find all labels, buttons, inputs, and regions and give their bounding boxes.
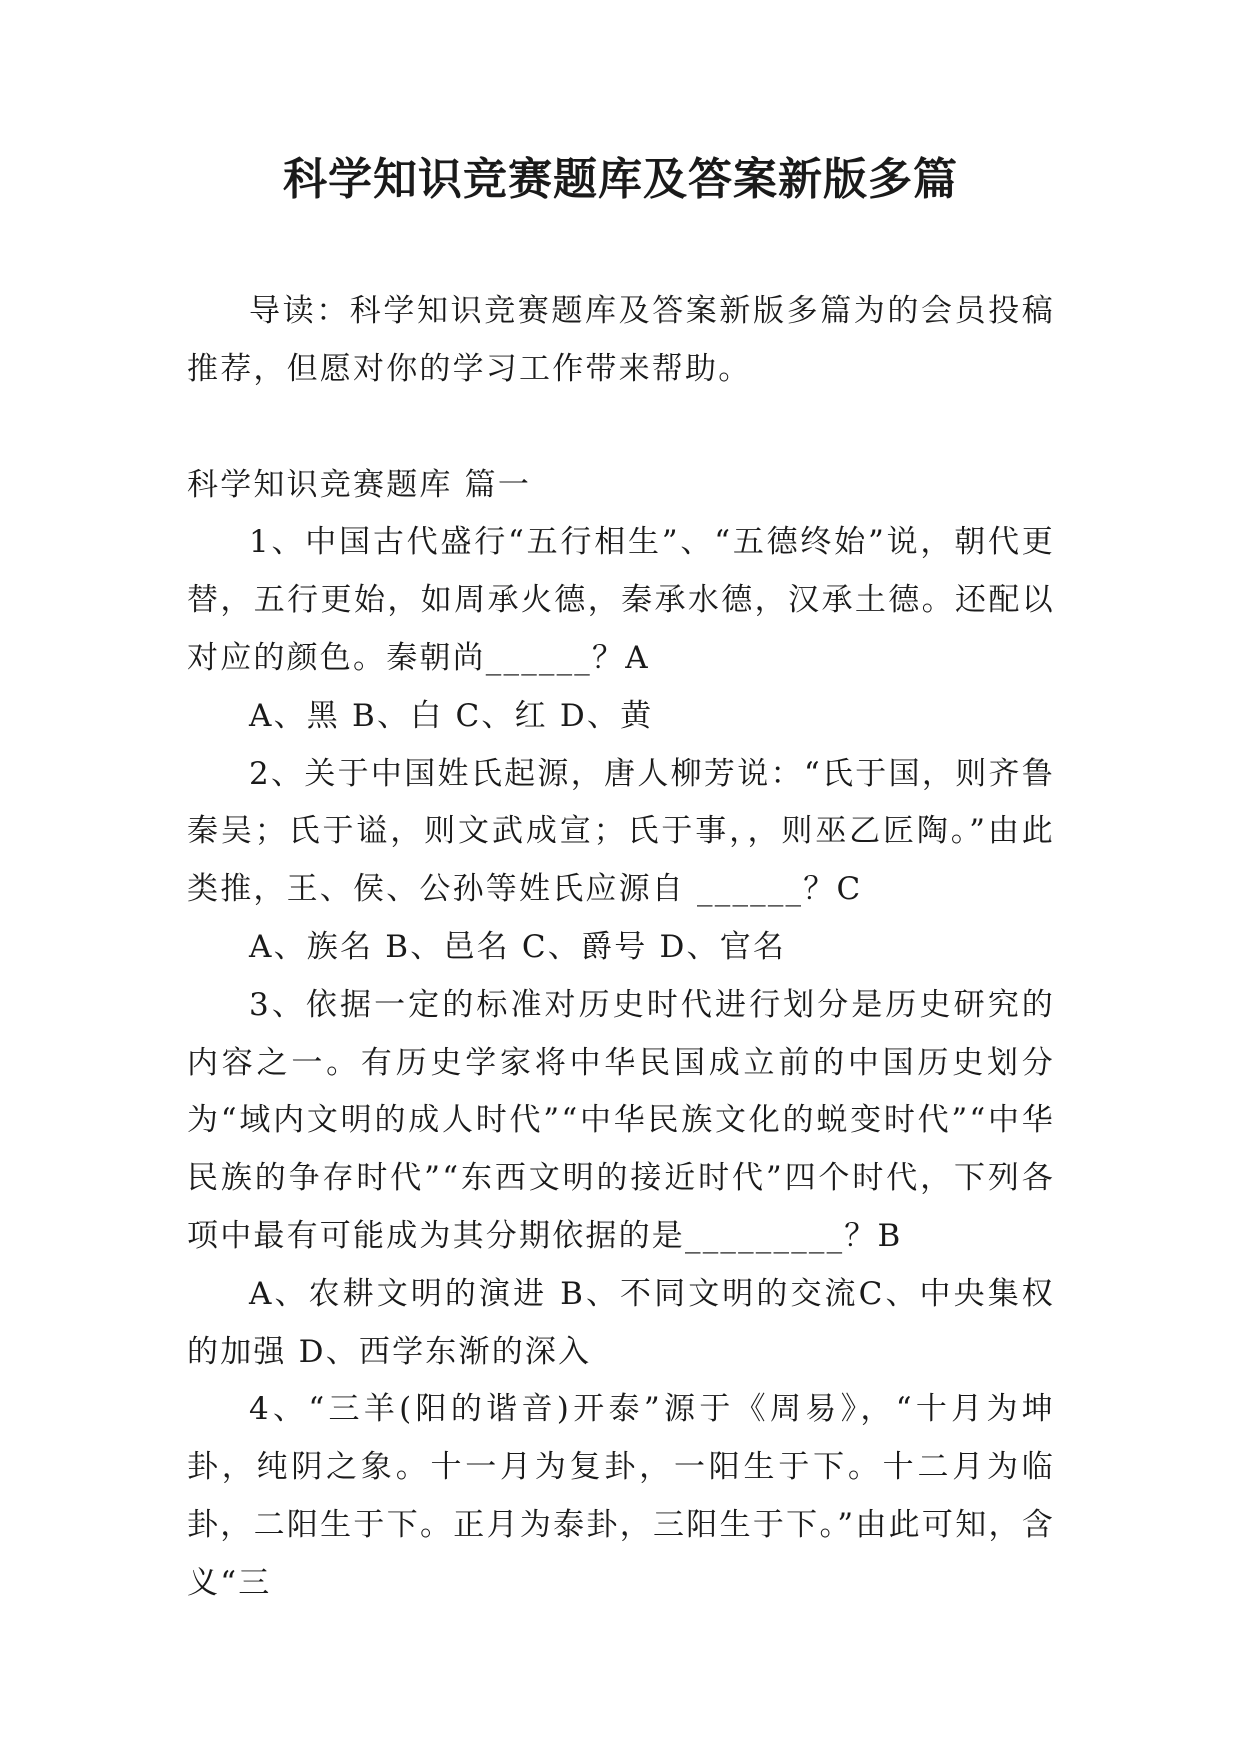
question-1-options: A、黑 B、白 C、红 D、黄 [249, 697, 654, 734]
document-body [187, 283, 1055, 1613]
document-title: 科学知识竞赛题库及答案新版多篇 [283, 154, 958, 205]
question-2-options: A、族名 B、邑名 C、爵号 D、官名 [249, 928, 787, 965]
question-2-stem: 2、关于中国姓氏起源，唐人柳芳说：“氏于国，则齐鲁秦吴；氏于谥，则文武成宣；氏于事，，则巫乙匠陶。”由此类推，王、侯、公孙等姓氏应源自 ______？C [187, 755, 1055, 908]
question-3-stem: 3、依据一定的标准对历史时代进行划分是历史研究的内容之一。有历史学家将中华民国成立前的中国历史划分为“域内文明的成人时代”“中华民族文化的蜕变时代”“中华民族的争存时代”“东西文明的接近时代”四个时代，下列各项中最有可能成为其分期依据的是_________？B [187, 986, 1055, 1254]
question-4-stem: 4、“三羊(阳的谐音)开泰”源于《周易》，“十月为坤卦，纯阴之象。十一月为复卦，一阳生于下。十二月为临卦，二阳生于下。正月为泰卦，三阳生于下。”由此可知，含义“三 [187, 1391, 1055, 1601]
question-1-stem: 1、中国古代盛行“五行相生”、“五德终始”说，朝代更替，五行更始，如周承火德，秦承水德，汉承土德。还配以对应的颜色。秦朝尚______？A [187, 524, 1055, 676]
question-3-options: A、农耕文明的演进 B、不同文明的交流C、中央集权的加强 D、西学东渐的深入 [187, 1275, 1055, 1370]
intro-paragraph: 导读：科学知识竞赛题库及答案新版多篇为的会员投稿推荐，但愿对你的学习工作带来帮助。 [187, 293, 1055, 387]
section-heading: 科学知识竞赛题库 篇一 [187, 466, 532, 503]
